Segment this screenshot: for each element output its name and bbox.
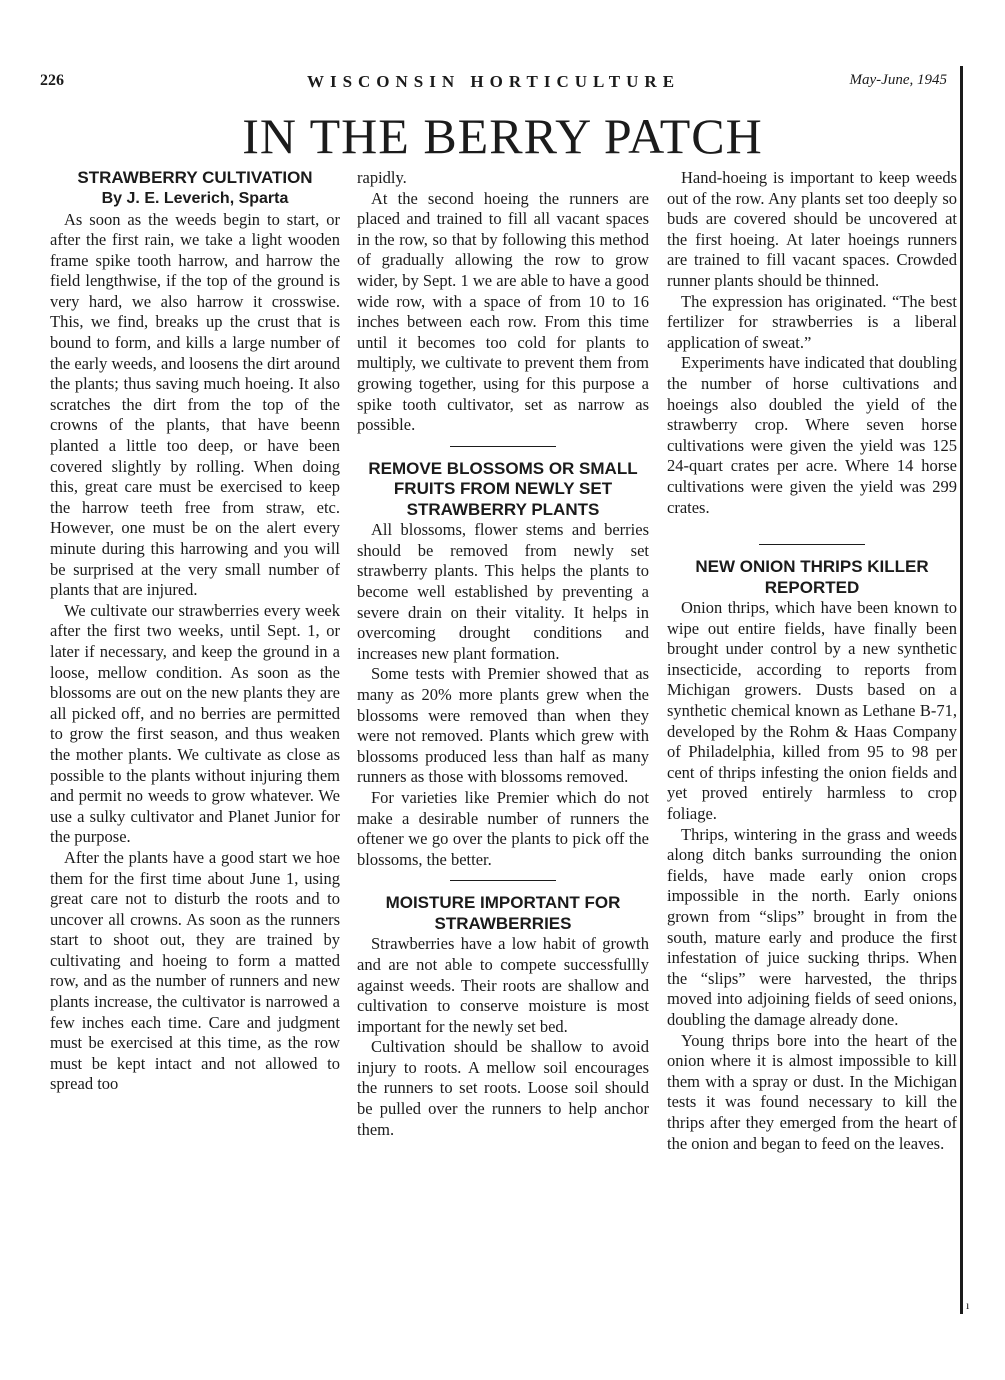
moisture-paragraph-1: Strawberries have a low habit of growth and are not able to compete successfullly against weeds. Their roots are shallow and cultivation to conserve moisture is most important for the newly set bed. <box>357 934 649 1036</box>
hoeing-paragraph-2: The expression has originated. “The best fertilizer for strawberries is a liberal application of sweat.” <box>667 291 957 352</box>
blossoms-paragraph-2: Some tests with Premier showed that as many as 20% more plants grew when the blossoms were removed than when they were not removed. Plants which grew with blossoms produced less than half as many runners as those with blossoms removed. <box>357 664 649 787</box>
blossoms-paragraph-1: All blossoms, flower stems and berries should be removed from newly set strawberry plants. This helps the plants to become well established by preventing a severe drain on their vitality. It helps in overcoming drought conditions and increases new plant formation. <box>357 520 649 663</box>
page-number: 226 <box>40 72 64 89</box>
article-divider <box>759 544 865 545</box>
hoeing-paragraph-1: Hand-hoeing is important to keep weeds out of the row. Any plants set too deeply so buds are covered should be uncovered at the first hoeing. At later hoeings runners are trained to fill vacant spaces. Crowded runner plants should be thinned. <box>667 168 957 290</box>
section-title: IN THE BERRY PATCH <box>242 108 763 164</box>
column-2 <box>357 168 649 1140</box>
running-head <box>40 72 947 96</box>
column-3 <box>667 168 957 1154</box>
column-1 <box>50 168 340 1095</box>
strawberry-paragraph-2: We cultivate our strawberries every week after the first two weeks, until Sept. 1, or later if necessary, and keep the ground in a loose, mellow condition. As soon as the blossoms are out on the new plants they are all picked off, and no berries are permitted to grow the first season, and thus weaken the mother plants. We cultivate as close as possible to the plants without injuring them and permit no weeds to grow whatever. We use a sulky cultivator and Planet Junior for the purpose. <box>50 600 340 847</box>
strawberry-paragraph-3-continued: rapidly. <box>357 168 407 187</box>
blossoms-paragraph-3: For varieties like Premier which do not make a desirable number of runners the oftener we go over the plants to pick off the blossoms, the better. <box>357 787 649 869</box>
strawberry-cultivation-heading: STRAWBERRY CULTIVATION <box>77 168 313 187</box>
issue-date: May-June, 1945 <box>849 72 947 88</box>
strawberry-paragraph-1: As soon as the weeds begin to start, or after the first rain, we take a light wooden frame spike tooth harrow, and harrow the field lengthwise, if the top of the ground is very hard, we also harrow it crosswise. This, we find, breaks up the crust that is bound to form, and kills a large number of the early weeds, and loosens the dirt around the plants; thus saving much hoeing. It also scratches the dirt from the top of the crowns of the plants, that have beenn planted a little too deep, or have been covered slightly by rolling. When doing this, great care must be exercised to keep the harrow teeth free from straw, etc. However, one must be on the alert every minute during this harrowing and you will be surprised at the very small number of plants that are injured. <box>50 209 340 600</box>
moisture-heading: MOISTURE IMPORTANT FOR STRAWBERRIES <box>385 893 621 933</box>
onion-thrips-heading: NEW ONION THRIPS KILLER REPORTED <box>695 557 929 597</box>
margin-mark: ı <box>966 1298 970 1312</box>
magazine-title: WISCONSIN HORTICULTURE <box>306 72 681 91</box>
strawberry-paragraph-3: After the plants have a good start we hoe them for the first time about June 1, using great care not to disturb the roots and to uncover all crowns. As soon as the runners start to shoot out, they are trained by cultivating and hoeing to form a matted row, and as the number of runners and new plants increase, the cultivator is narrowed a few inches each time. Care and judgment must be exercised at this time, as the row must be kept intact and not allowed to spread too <box>50 847 340 1094</box>
article-divider <box>450 880 556 881</box>
article-divider <box>450 446 556 447</box>
byline: By J. E. Leverich, Sparta <box>101 189 289 207</box>
moisture-paragraph-2: Cultivation should be shallow to avoid injury to roots. A mellow soil encourages the runners to set roots. Loose soil should be pulled over the runners to help anchor them. <box>357 1037 649 1139</box>
strawberry-paragraph-4: At the second hoeing the runners are placed and trained to fill all vacant spaces in the row, so that by following this method of gradually allowing the row to grow wider, by Sept. 1 we are able to have a good wide row, with a space of from 10 to 16 inches between each row. From this time until it becomes too cold for plants to multiply, we cultivate to prevent them from growing together, using for this purpose a spike tooth cultivator, set as narrow as possible. <box>357 188 649 435</box>
thrips-paragraph-2: Thrips, wintering in the grass and weeds along ditch banks surrounding the onion fields, have made early onion crops impossible in the north. Early onions grown from “slips” brought in from the south, mature early and produce the first infestation of juice sucking thrips. When the “slips” were harvested, the thrips moved into adjoining fields of seed onions, doubling the damage already done. <box>667 824 957 1029</box>
remove-blossoms-heading: REMOVE BLOSSOMS OR SMALL FRUITS FROM NEWLY SET STRAWBERRY PLANTS <box>368 458 638 519</box>
thrips-paragraph-3: Young thrips bore into the heart of the onion where it is almost impossible to kill them with a spray or dust. In the Michigan tests it was found necessary to kill the thrips after they emerged from the heart of the onion and began to feed on the leaves. <box>667 1030 957 1153</box>
column-rule <box>960 66 963 1314</box>
hoeing-paragraph-3: Experiments have indicated that doubling the number of horse cultivations and hoeings also doubled the yield of the strawberry crop. Where seven horse cultivations were given the yield was 125 24-quart crates per acre. Where 14 horse cultivations were given the yield was 299 crates. <box>667 353 957 517</box>
thrips-paragraph-1: Onion thrips, which have been known to wipe out entire fields, have finally been brought under control by a new synthetic insecticide, according to reports from Michigan growers. Dusts based on a synthetic chemical known as Lethane B-71, developed by the Rohm & Haas Company of Philadelphia, killed from 95 to 98 per cent of thrips infesting the onion fields and yet proved entirely harmless to crop foliage. <box>667 598 957 824</box>
spacer <box>667 518 957 534</box>
